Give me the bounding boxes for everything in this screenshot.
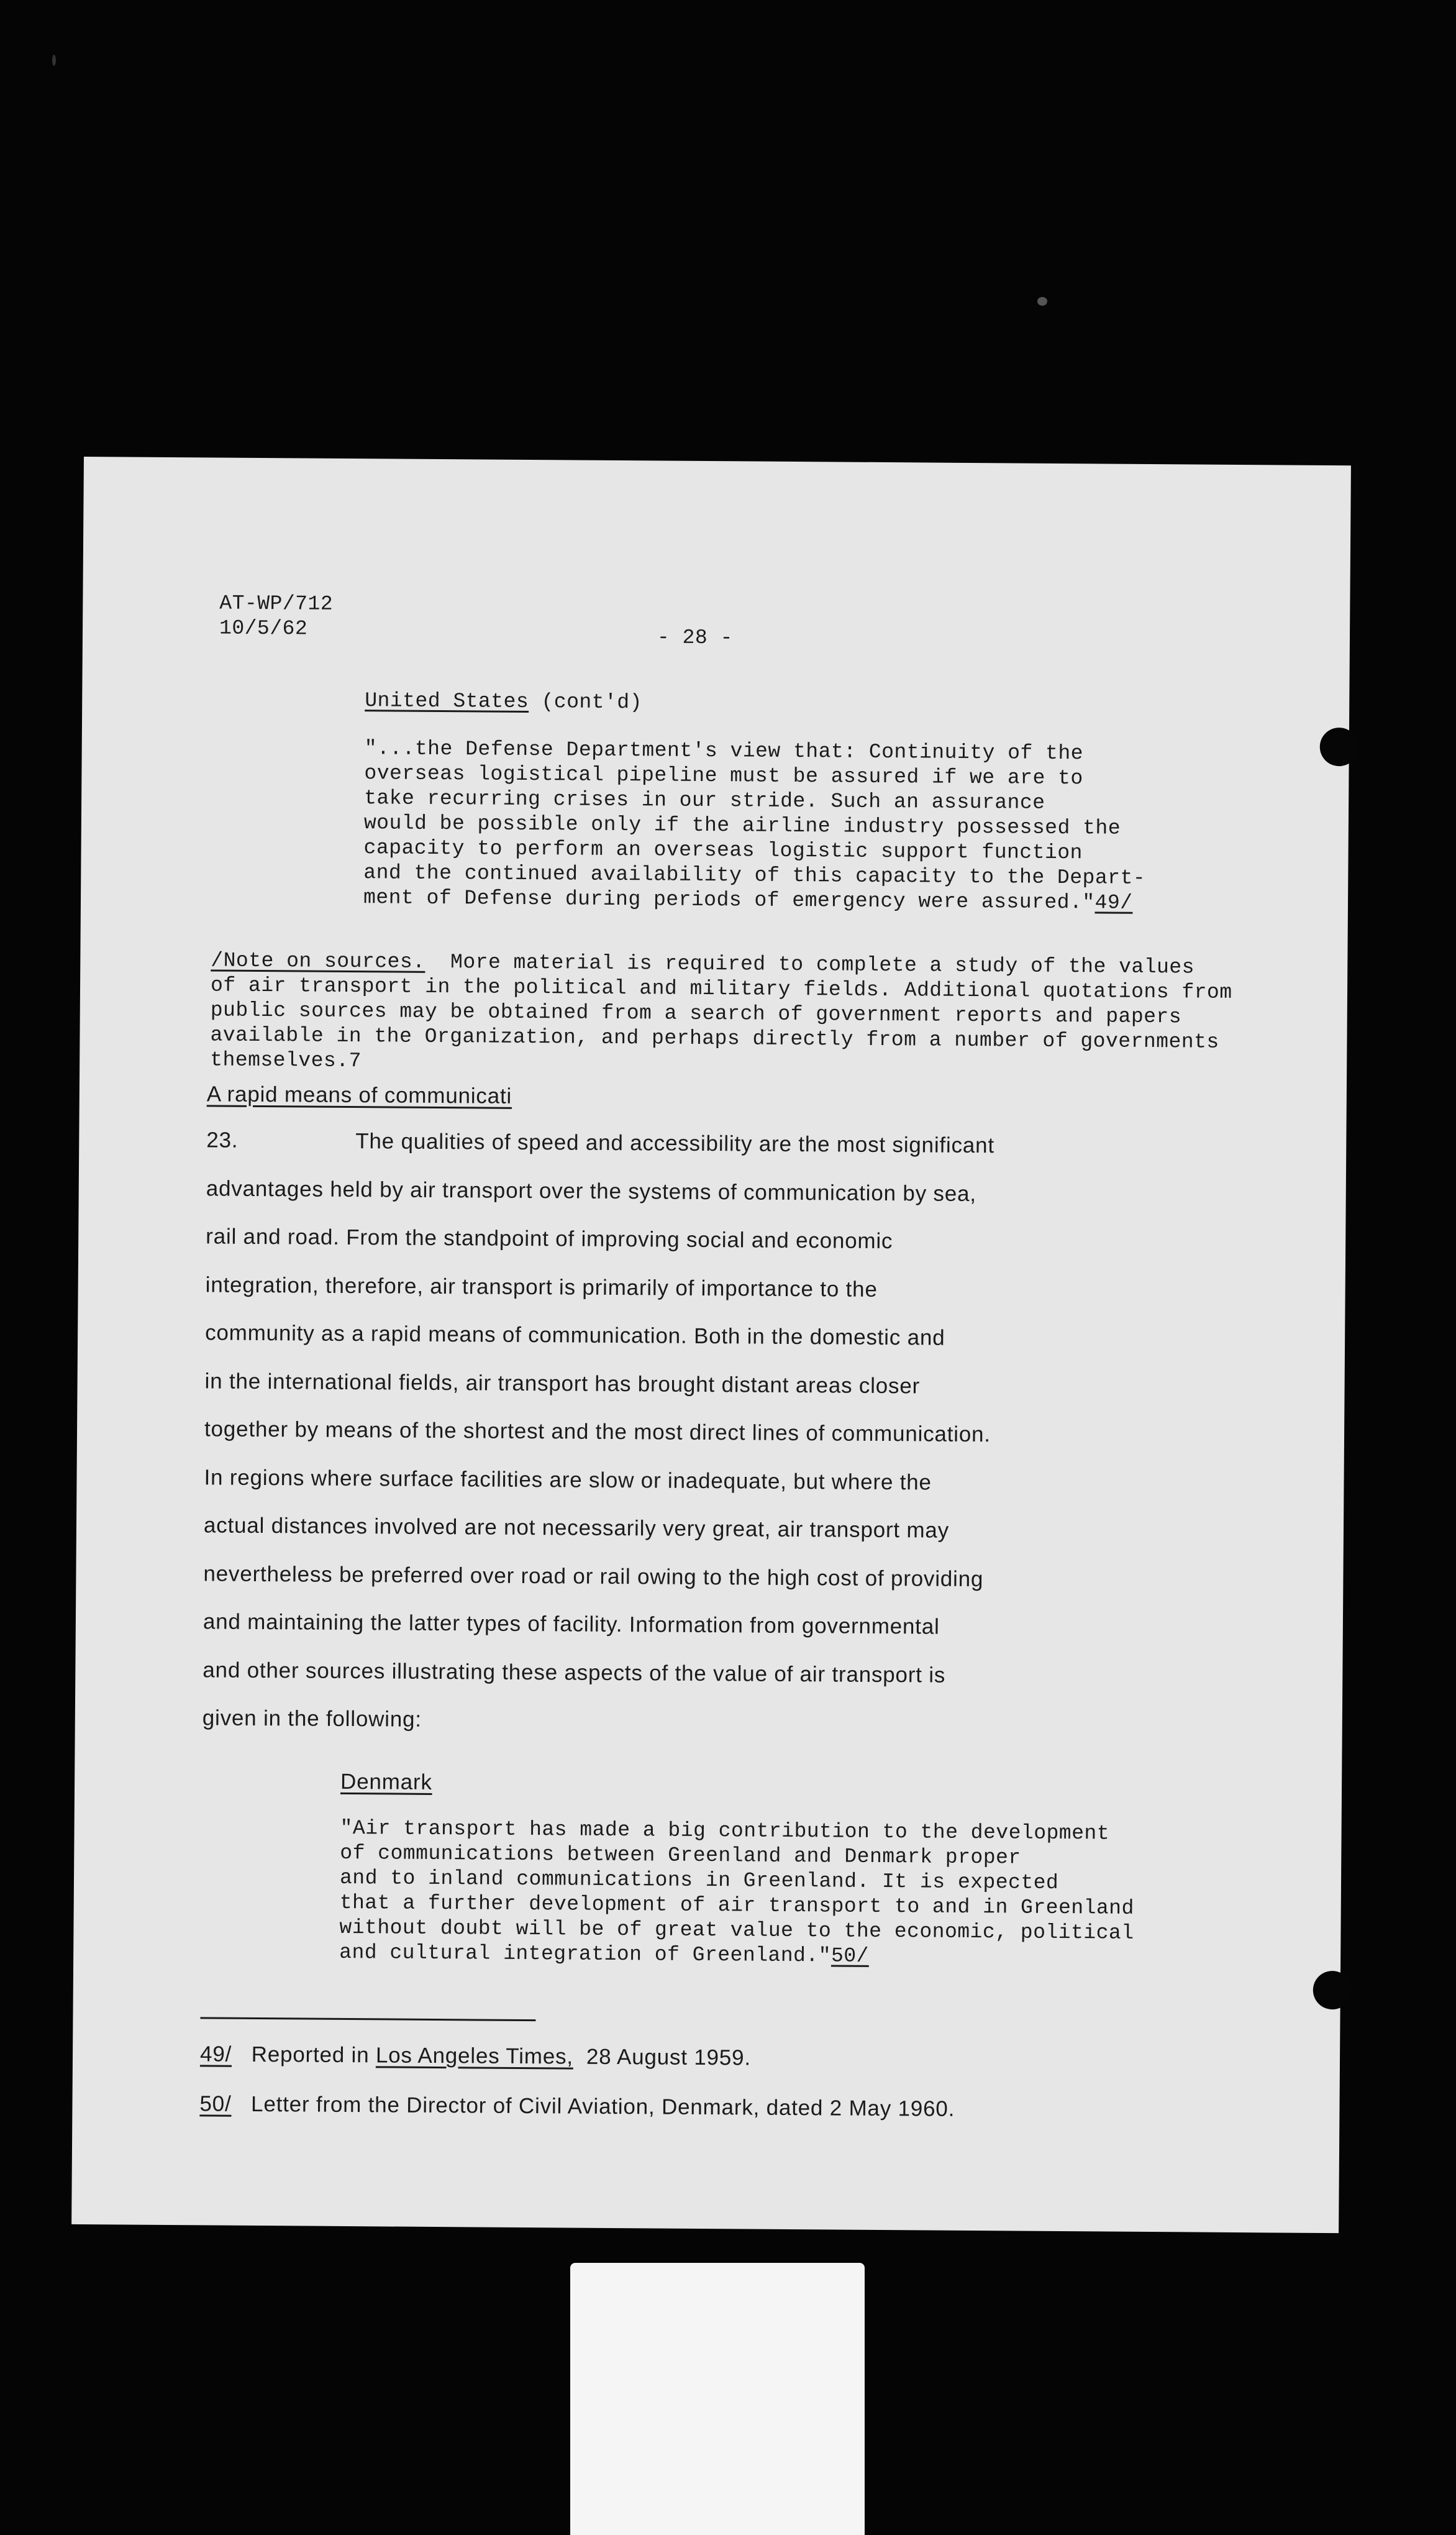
paragraph-number: 23. (206, 1128, 239, 1153)
document-reference: AT-WP/712 (219, 592, 334, 616)
quote-last-text: ment of Defense during periods of emergency were assured." (363, 886, 1095, 915)
quote-line: without doubt will be of great value to the economic, political (339, 1916, 1134, 1945)
quote-line: and to inland communications in Greenland. It is expected (339, 1866, 1059, 1895)
footnote-ref-49: 49/ (1094, 891, 1133, 915)
quote-line (363, 885, 1145, 916)
note-close-bracket: 7 (348, 1049, 362, 1073)
paragraph-line: actual distances involved are not necessarily very great, air transport may (203, 1513, 950, 1543)
paragraph-line: community as a rapid means of communication. Both in the domestic and (205, 1320, 945, 1350)
paragraph-line: integration, therefore, air transport is primarily of importance to the (205, 1272, 878, 1302)
united-states-quote (363, 736, 1147, 916)
footnote-50 (199, 2091, 955, 2121)
quote-line: of communications between Greenland and Denmark proper (340, 1841, 1021, 1870)
document-date: 10/5/62 (219, 616, 308, 641)
united-states-heading-suffix: (cont'd) (541, 690, 643, 715)
page-number: - 28 - (657, 626, 733, 650)
scan-speck (52, 55, 56, 66)
paragraph-23 (202, 1116, 995, 1747)
note-line: of air transport in the political and military fields. Additional quotations from (210, 974, 1232, 1004)
paragraph-line: together by means of the shortest and the most direct lines of communication. (204, 1417, 991, 1447)
rapid-means-heading: A rapid means of communicati (206, 1082, 512, 1108)
punch-hole-top (1320, 728, 1358, 766)
paragraph-line: in the international fields, air transport has brought distant areas closer (204, 1368, 921, 1398)
paragraph-line: rail and road. From the standpoint of improving social and economic (206, 1224, 893, 1254)
quote-last-text: and cultural integration of Greenland." (339, 1940, 832, 1968)
note-line: public sources may be obtained from a search of government reports and papers (210, 998, 1182, 1029)
paragraph-line: nevertheless be preferred over road or rail owing to the high cost of providing (203, 1561, 984, 1591)
paragraph-line: advantages held by air transport over the systems of communication by sea, (206, 1176, 976, 1206)
quote-line: capacity to perform an overseas logistic support function (363, 836, 1083, 865)
paragraph-first-line: The qualities of speed and accessibility are the most significant (355, 1129, 995, 1158)
paragraph-line: and maintaining the latter types of facility. Information from governmental (202, 1609, 940, 1639)
note-line: available in the Organization, and perhaps directly from a number of governments (210, 1023, 1219, 1054)
paragraph-line: given in the following: (202, 1706, 422, 1732)
footnote-text: Letter from the Director of Civil Aviation, Denmark, dated 2 May 1960. (251, 2091, 955, 2121)
paragraph-line (206, 1116, 994, 1169)
quote-line: would be possible only if the airline industry possessed the (363, 811, 1121, 840)
footnote-ref-50: 50/ (830, 1944, 870, 1968)
footnote-text: 28 August 1959. (586, 2044, 752, 2070)
quote-line: overseas logistical pipeline must be assured if we are to (364, 762, 1083, 790)
quote-line: and the continued availability of this capacity to the Depart- (363, 861, 1146, 890)
note-on-sources (210, 948, 1232, 1079)
document-page (71, 457, 1351, 2233)
denmark-heading: Denmark (340, 1769, 432, 1794)
denmark-quote (339, 1816, 1135, 1971)
paragraph-line: and other sources illustrating these aspects of the value of air transport is (202, 1657, 946, 1688)
punch-hole-bottom (1313, 1971, 1352, 2009)
footnote-number: 50/ (199, 2091, 232, 2116)
footnote-49 (200, 2042, 751, 2070)
footnote-text: Reported in (251, 2042, 370, 2068)
quote-line: "Air transport has made a big contribution to the development (340, 1816, 1110, 1845)
footnote-number: 49/ (199, 2042, 232, 2067)
quote-line: take recurring crises in our stride. Such an assurance (364, 787, 1045, 815)
paragraph-line: In regions where surface facilities are slow or inadequate, but where the (204, 1464, 932, 1495)
united-states-heading: United States (365, 689, 529, 714)
note-last-text: themselves. (210, 1048, 349, 1073)
footnote-separator (200, 2017, 535, 2021)
quote-line: that a further development of air transport to and in Greenland (339, 1891, 1134, 1920)
scan-speck (1037, 297, 1047, 306)
section-heading-rapid-means (207, 1082, 512, 1108)
note-lead: /Note on sources. (211, 949, 425, 974)
section-heading-denmark (340, 1770, 432, 1795)
quote-line: "...the Defense Department's view that: Continuity of the (364, 737, 1084, 765)
section-heading-united-states (365, 688, 642, 715)
note-text: More material is required to complete a study of the values (450, 951, 1195, 979)
blank-card (570, 2263, 865, 2535)
footnote-publication: Los Angeles Times, (375, 2043, 574, 2069)
